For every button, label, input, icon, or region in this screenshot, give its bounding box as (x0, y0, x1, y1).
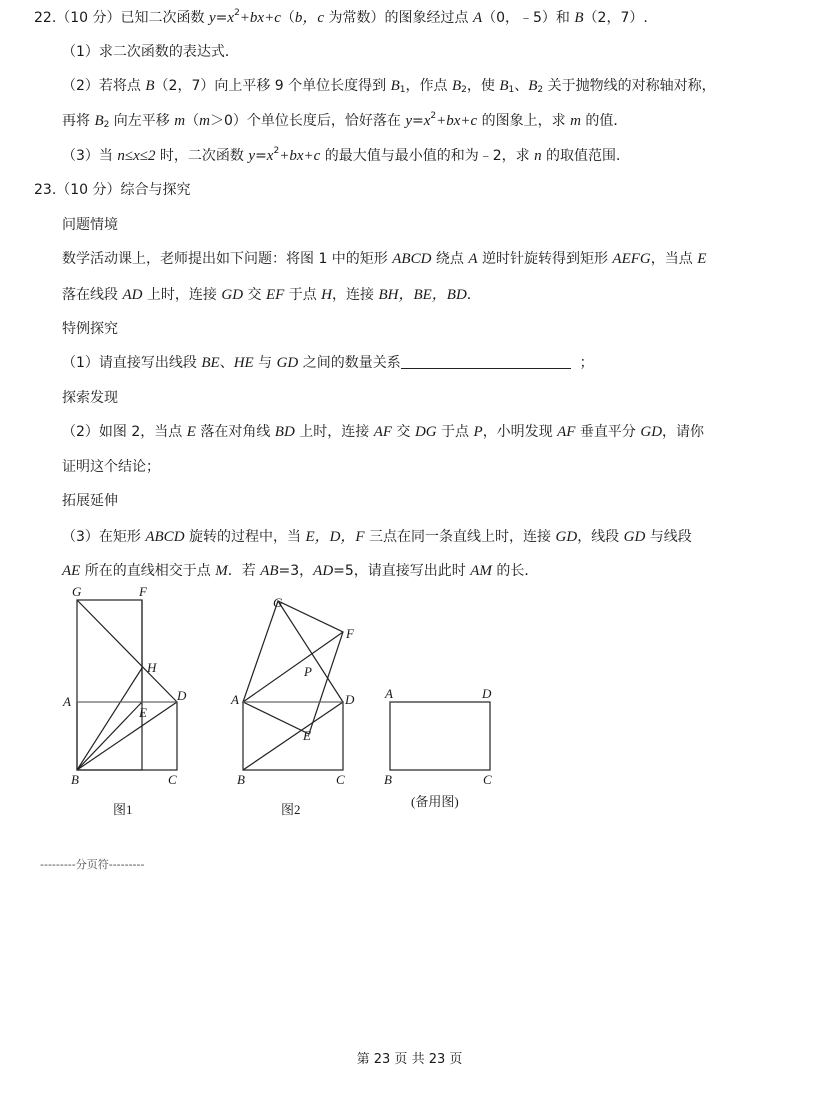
math-y: y (405, 113, 412, 129)
q23-context-line1 (62, 248, 706, 268)
q22-part3 (62, 145, 630, 165)
math-y: y (208, 10, 216, 26)
t: 证明这个结论； (62, 459, 160, 475)
t: =3， (278, 563, 314, 579)
math-bd: BD (274, 424, 295, 440)
t: （3）在矩形 (62, 529, 146, 545)
fig1-label-a: A (63, 694, 71, 709)
q22-heading (34, 6, 648, 27)
math-eq: = (255, 148, 267, 164)
t: 与线段 (645, 529, 692, 545)
point-p: P (473, 424, 483, 440)
t: 时，二次函数 (155, 148, 249, 164)
fig2-label-c: C (336, 772, 345, 787)
point-b: B (145, 78, 155, 94)
segment-af (243, 632, 343, 702)
t: 数学活动课上，老师提出如下问题：将图 1 中的矩形 (62, 251, 393, 267)
t: （2，7）向上平移 9 个单位长度得到 (154, 78, 391, 94)
fig2-label-b: B (237, 772, 245, 787)
math-af: AF (557, 424, 576, 440)
t: 交 (392, 424, 415, 440)
t: 再将 (62, 113, 95, 129)
t: （2）如图 2，当点 (62, 424, 187, 440)
segment-bh (77, 668, 142, 770)
t: 的值． (580, 113, 628, 129)
q22-part2-line1 (62, 75, 716, 95)
t: 三点在同一条直线上时，连接 (364, 529, 556, 545)
t: 、 (219, 355, 234, 371)
t: 上时，连接 (142, 287, 222, 303)
math-x: x (227, 10, 235, 26)
fig1-label-b: B (71, 772, 79, 787)
fig1-label-d: D (177, 688, 187, 703)
rect-aefg-outline (77, 600, 142, 770)
t: 垂直平分 (575, 424, 641, 440)
math-exp: 2 (234, 8, 240, 18)
point-b2: B (451, 78, 462, 94)
t: 的取值范围． (541, 148, 631, 164)
t: （ (185, 113, 200, 129)
section-extension (62, 490, 118, 510)
section-special-case (62, 318, 118, 338)
math-am: AM (470, 563, 492, 579)
segment-gd (77, 600, 177, 702)
t: 于点 (284, 287, 322, 303)
subscript: 2 (537, 85, 544, 95)
q22-part2-line2 (62, 110, 627, 130)
t: 于点 (436, 424, 474, 440)
q22-head-text: 22.（10 分）已知二次函数 (34, 10, 209, 26)
t: 交 (243, 287, 266, 303)
fig2-label-p: P (304, 664, 312, 679)
q22-part1 (62, 41, 239, 61)
rect-abcd (390, 702, 490, 770)
t: =5，请直接写出此时 (333, 563, 471, 579)
t: 、 (514, 78, 529, 94)
t: . (466, 287, 472, 303)
math-rest: +bx+c (279, 148, 321, 164)
q23-context-line2 (62, 283, 471, 304)
math-m: m (570, 113, 581, 129)
t: ，请你 (662, 424, 705, 440)
section-title: 特例探究 (62, 321, 118, 337)
section-title: 拓展延伸 (62, 493, 118, 509)
math-af: AF (373, 424, 393, 440)
math-ab: AB (260, 563, 279, 579)
point-b1: B (499, 78, 509, 94)
point-b: B (574, 10, 584, 26)
fig1-label-c: C (168, 772, 177, 787)
t: ＞0）个单位长度后，恰好落在 (209, 113, 406, 129)
math-he: HE (233, 355, 254, 371)
t: ，小明发现 (482, 424, 558, 440)
math-be: BE (201, 355, 220, 371)
math-aefg: AEFG (612, 251, 651, 267)
point-m: M (215, 563, 228, 579)
math-rest: +bx+c (239, 10, 281, 26)
fig3-label-c: C (483, 772, 492, 787)
segment-bd (243, 702, 343, 770)
q23-heading (34, 179, 191, 199)
math-eq: = (215, 10, 228, 26)
q23-head-text: 23.（10 分）综合与探究 (34, 182, 191, 198)
t: 的最大值与最小值的和为﹣2，求 (320, 148, 535, 164)
math-gd: GD (623, 529, 646, 545)
subscript: 1 (508, 85, 515, 95)
point-a-coord: （0，﹣5）和 (482, 10, 575, 26)
math-m: m (174, 113, 186, 129)
q23-part2-line2 (62, 456, 160, 476)
fig2-label-f: F (346, 626, 354, 641)
answer-blank[interactable] (401, 356, 571, 369)
point-h: H (321, 287, 333, 303)
math-ae: AE (62, 563, 81, 579)
section-problem-situation (62, 214, 118, 234)
section-exploration (62, 387, 118, 407)
t: 向左平移 (109, 113, 175, 129)
q23-part1 (62, 352, 594, 372)
fig1-label-f: F (139, 584, 147, 599)
t: 绕点 (431, 251, 469, 267)
point-b2: B (528, 78, 538, 94)
figure-2 (225, 582, 375, 822)
t: ，当点 (650, 251, 698, 267)
fig2-label-a: A (231, 692, 239, 707)
math-gd: GD (221, 287, 244, 303)
t: 的长． (491, 563, 539, 579)
q23-part2-line1 (62, 421, 704, 441)
fig3-caption: (备用图) (411, 794, 459, 809)
fig1-label-g: G (72, 584, 82, 599)
t: （3）当 (62, 148, 118, 164)
math-gd: GD (555, 529, 578, 545)
point-e: E (186, 424, 196, 440)
fig2-caption: 图2 (281, 802, 301, 817)
q22-part1-text: （1）求二次函数的表达式． (62, 44, 239, 60)
q22-head-text2: 为常数）的图象经过点 (324, 10, 473, 26)
fig2-label-e: E (303, 728, 311, 743)
page-break-marker: ---------分页符--------- (40, 858, 145, 871)
segment-be (77, 702, 142, 770)
subscript: 2 (103, 120, 110, 130)
section-title: 探索发现 (62, 390, 118, 406)
fig2-label-g: G (273, 595, 283, 610)
point-b1: B (390, 78, 400, 94)
math-exp: 2 (430, 111, 437, 121)
t: 上时，连接 (294, 424, 374, 440)
page-footer: 第 23 页 共 23 页 (356, 1052, 463, 1067)
figure-1 (55, 582, 205, 822)
t: 落在线段 (62, 287, 123, 303)
section-title: 问题情境 (62, 217, 118, 233)
math-ad: AD (313, 563, 334, 579)
fig2-label-d: D (345, 692, 355, 707)
fig1-label-e: E (139, 705, 147, 720)
t: （2）若将点 (62, 78, 146, 94)
t: ，连接 (332, 287, 379, 303)
math-eq: = (411, 113, 424, 129)
t: 关于抛物线的对称轴对称， (543, 78, 716, 94)
t: 与 (253, 355, 277, 371)
fig3-label-d: D (482, 686, 492, 701)
math-bc: b，c (294, 10, 325, 26)
t: ．若 (227, 563, 261, 579)
point-a: A (472, 10, 483, 26)
t: 的图象上，求 (477, 113, 571, 129)
t: 所在的直线相交于点 (80, 563, 216, 579)
q23-part3-line1 (62, 525, 692, 546)
math-ad: AD (122, 287, 143, 303)
math-gd: GD (640, 424, 663, 440)
point-a: A (468, 251, 478, 267)
t: 旋转的过程中，当 (184, 529, 306, 545)
fig1-label-h: H (147, 660, 157, 675)
point-e: E (697, 251, 707, 267)
t: ，线段 (577, 529, 624, 545)
figure-3-spare (375, 582, 515, 822)
t: 之间的数量关系 (298, 355, 401, 371)
math-x: x (266, 148, 274, 164)
t: （1）请直接写出线段 (62, 355, 202, 371)
math-m: m (199, 113, 210, 129)
math-n: n (534, 148, 542, 164)
math-ef: EF (265, 287, 285, 303)
math-rest: +bx+c (436, 113, 478, 129)
fig3-label-b: B (384, 772, 392, 787)
q22-paren: （ (280, 10, 295, 26)
math-exp: 2 (273, 146, 280, 156)
math-abcd: ABCD (392, 251, 432, 267)
subscript: 2 (461, 85, 467, 95)
t: ； (579, 355, 594, 371)
t: ，作点 (405, 78, 452, 94)
point-b-coord: （2，7）. (583, 10, 648, 26)
segment-bd (77, 702, 177, 770)
t: 逆时针旋转得到矩形 (477, 251, 613, 267)
fig1-caption: 图1 (113, 802, 133, 817)
q23-part3-line2 (62, 560, 538, 580)
point-b2: B (94, 113, 104, 129)
math-y: y (248, 148, 256, 164)
t: 落在对角线 (195, 424, 275, 440)
math-range: n≤x≤2 (117, 148, 156, 164)
math-bh-be-bd: BH，BE，BD (378, 287, 467, 303)
math-edf: E，D，F (305, 529, 365, 545)
math-abcd: ABCD (145, 529, 185, 545)
subscript: 1 (399, 85, 406, 95)
math-x: x (423, 113, 431, 129)
fig3-label-a: A (385, 686, 393, 701)
math-gd: GD (276, 355, 299, 371)
math-dg: DG (414, 424, 437, 440)
t: ，使 (466, 78, 500, 94)
